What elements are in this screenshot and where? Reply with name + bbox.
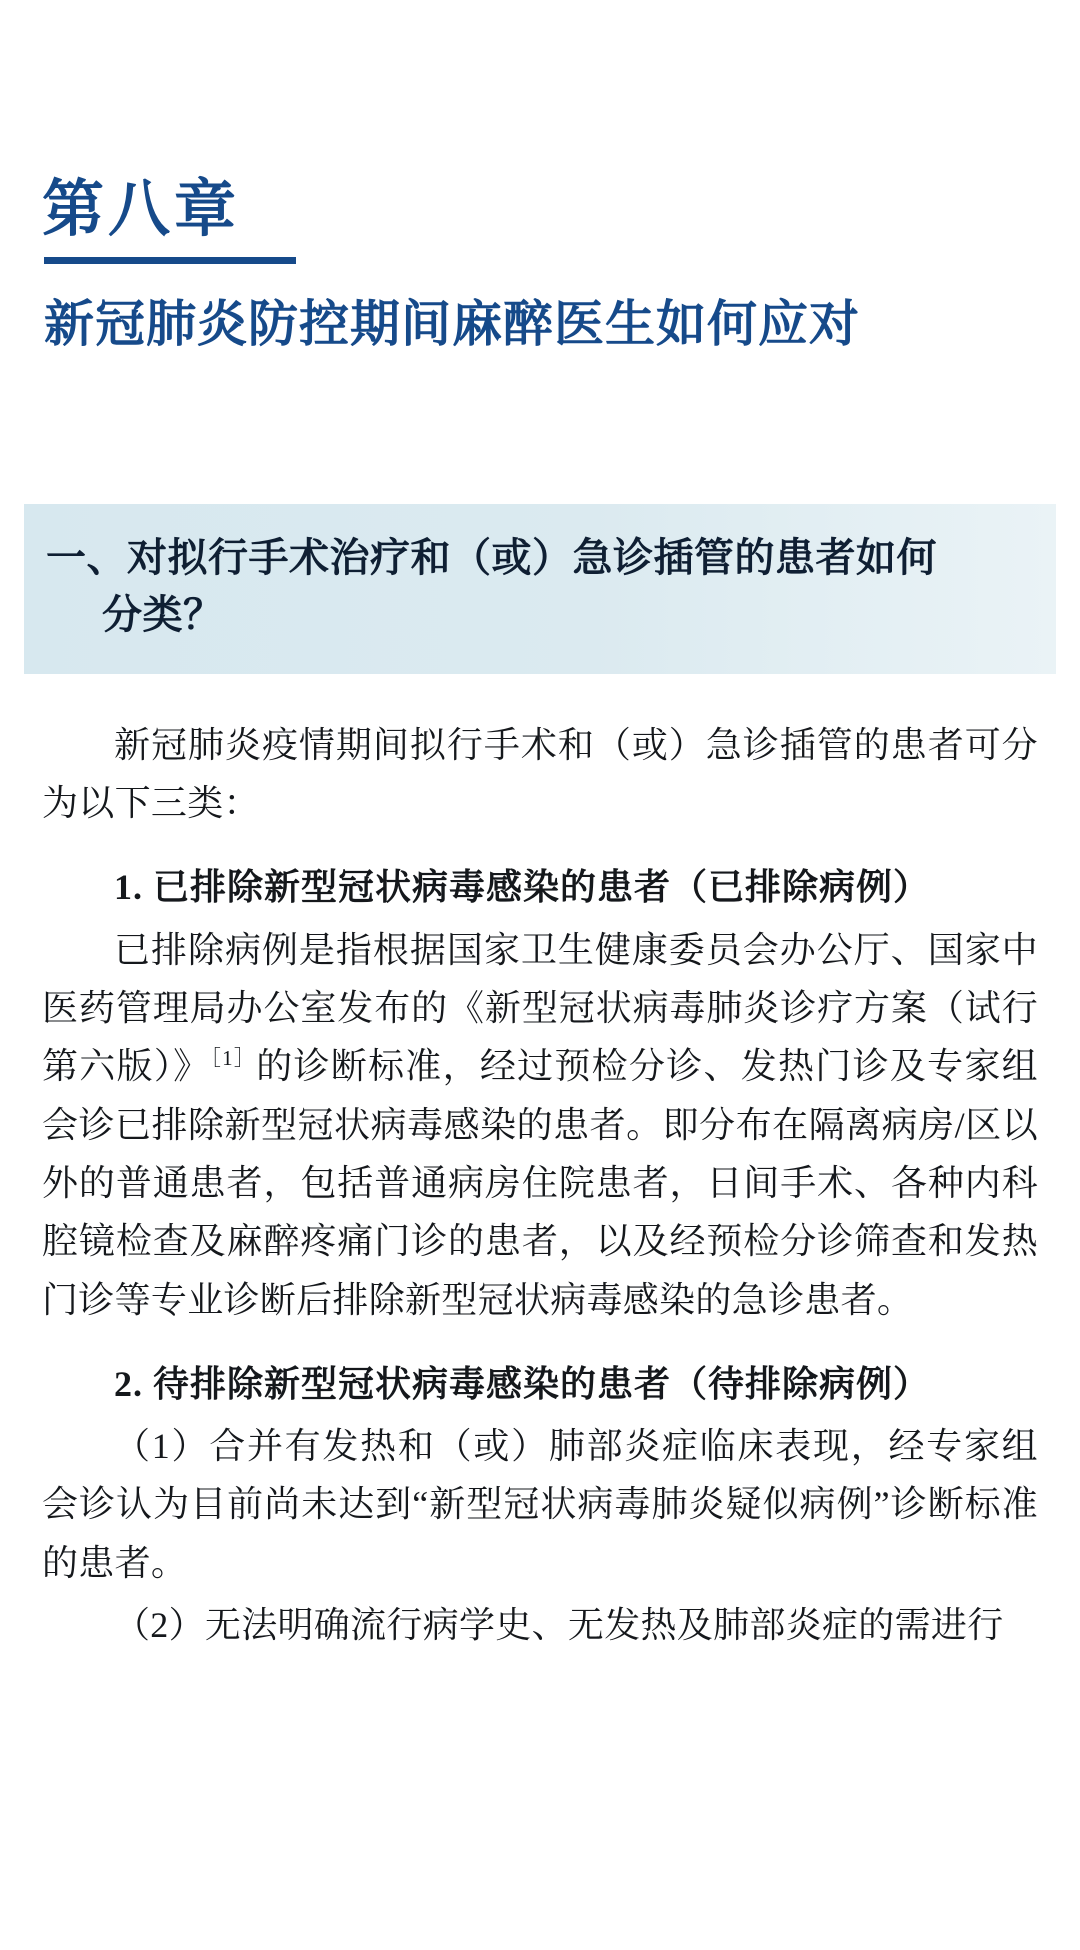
chapter-header [24, 0, 1056, 354]
item-1-text-before-reference: 已排除病例是指根据国家卫生健康委员会办公厅、国家中医药管理局办公室发布的《新型冠状病毒肺炎诊疗方案（试行第六版）》 [42, 929, 1038, 1087]
section-heading-line-2: 分类？ [102, 591, 224, 637]
item-1-paragraph [42, 921, 1038, 1329]
chapter-title: 新冠肺炎防控期间麻醉医生如何应对 [44, 296, 860, 353]
item-2-point-1: （1）合并有发热和（或）肺部炎症临床表现，经专家组会诊认为目前尚未达到“新型冠状病毒肺炎疑似病例”诊断标准的患者。 [42, 1426, 1038, 1583]
item-1-heading: 1. 已排除新型冠状病毒感染的患者（已排除病例） [114, 867, 931, 908]
item-2-point-2: （2）无法明确流行病学史、无发热及肺部炎症的需进行 [114, 1605, 1004, 1646]
item-2-heading: 2. 待排除新型冠状病毒感染的患者（待排除病例） [114, 1363, 931, 1404]
body-content [24, 716, 1056, 1655]
section-heading-line-1: 一、对拟行手术治疗和（或）急诊插管的患者如何 [46, 535, 937, 581]
intro-paragraph: 新冠肺炎疫情期间拟行手术和（或）急诊插管的患者可分为以下三类： [42, 724, 1038, 823]
chapter-divider [44, 257, 296, 264]
footnote-reference: ［1］ [210, 1046, 257, 1071]
chapter-number: 第八章 [42, 176, 241, 244]
item-1-text-after-reference: 的诊断标准，经过预检分诊、发热门诊及专家组会诊已排除新型冠状病毒感染的患者。即分布在隔离病房/区以外的普通患者，包括普通病房住院患者，日间手术、各种内科腔镜检查及麻醉疼痛门诊的患者，以及经预检分诊筛查和发热门诊等专业诊断后排除新型冠状病毒感染的急诊患者。 [42, 1046, 1038, 1320]
section-heading-band [24, 504, 1056, 674]
